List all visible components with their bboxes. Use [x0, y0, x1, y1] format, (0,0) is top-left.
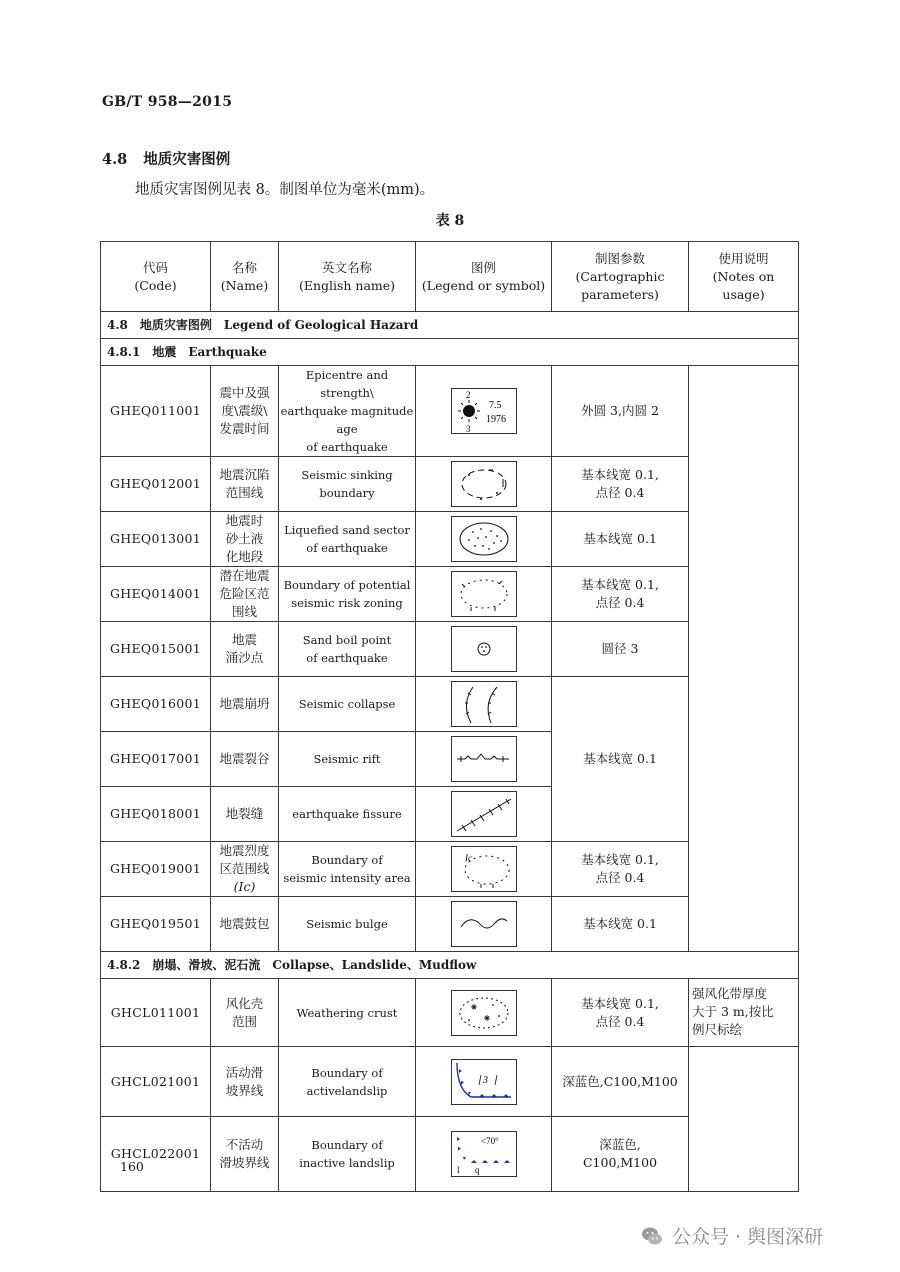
svg-text:2: 2	[465, 390, 470, 400]
legend-table	[100, 241, 799, 1192]
standard-code: GB/T 958—2015	[102, 94, 233, 110]
table-row: GHEQ017001 地震裂谷 Seismic rift	[101, 732, 799, 787]
epicentre-symbol	[451, 388, 517, 434]
table-row: GHEQ015001 地震 涌沙点 Sand boil point of earthquake 圆径 3	[101, 622, 799, 677]
table-title: 表 8	[435, 213, 465, 229]
merged-params: 基本线宽 0.1	[552, 677, 689, 842]
header-name: 名称 (Name)	[211, 242, 279, 312]
notes-empty-earthquake	[689, 366, 799, 952]
svg-text:<70°: <70°	[480, 1136, 499, 1146]
table-row: GHCL011001 风化壳 范围 Weathering crust 基本线宽 0.1, 点径 0.4 强风化带厚度 大于 3 m,按比 例尺标绘	[101, 979, 799, 1047]
seismic-bulge-symbol	[451, 901, 517, 947]
table-row: GHEQ019001 地震烈度 区范围线 (Ic) Boundary of seismic intensity area Ic 基本线宽 0.1, 点径 0.4	[101, 842, 799, 897]
header-notes: 使用说明 (Notes on usage)	[689, 242, 799, 312]
section-intro: 地质灾害图例见表 8。制图单位为毫米(mm)。	[135, 182, 435, 198]
intensity-boundary-symbol	[451, 846, 517, 892]
table-row: GHEQ018001 地裂缝 earthquake fissure	[101, 787, 799, 842]
potential-risk-symbol	[451, 571, 517, 617]
seismic-rift-symbol	[451, 736, 517, 782]
table-row: GHEQ014001 潜在地震 危险区范 围线 Boundary of potential seismic risk zoning 基本线宽 0.1, 点径 0.4	[101, 567, 799, 622]
header-code: 代码 (Code)	[101, 242, 211, 312]
section-heading	[102, 148, 230, 169]
header-english-name: 英文名称 (English name)	[279, 242, 416, 312]
watermark	[640, 1222, 823, 1249]
table-row: GHEQ016001 地震崩坍 Seismic collapse 基本线宽 0.1	[101, 677, 799, 732]
earthquake-fissure-symbol	[451, 791, 517, 837]
sinking-boundary-symbol	[451, 461, 517, 507]
active-landslip-symbol	[451, 1059, 517, 1105]
sand-boil-symbol	[451, 626, 517, 672]
page-number: 160	[120, 1159, 144, 1174]
table-row: GHEQ019501 地震鼓包 Seismic bulge 基本线宽 0.1	[101, 897, 799, 952]
liquefied-sand-symbol	[451, 516, 517, 562]
section-title: 地质灾害图例	[143, 151, 231, 168]
table-row: GHCL021001 活动滑 坡界线 Boundary of activelandslip 3 深蓝色,C100,M100	[101, 1047, 799, 1117]
svg-text:Ic: Ic	[464, 853, 472, 863]
svg-text:q: q	[474, 1165, 479, 1175]
svg-text:3: 3	[482, 1074, 488, 1086]
section-row-earthquake: 4.8.1 地震 Earthquake	[101, 339, 799, 366]
notes-empty-landslip	[689, 1047, 799, 1192]
wechat-icon	[640, 1224, 664, 1248]
svg-text:3: 3	[465, 424, 470, 434]
watermark-text: 公众号 · 舆图深研	[672, 1226, 824, 1248]
section-number: 4.8	[102, 151, 128, 168]
header-legend: 图例 (Legend or symbol)	[416, 242, 552, 312]
table-header-row	[101, 242, 799, 312]
seismic-collapse-symbol	[451, 681, 517, 727]
inactive-landslip-symbol	[451, 1131, 517, 1177]
table-row: GHEQ011001 震中及强 度\震级\ 发震时间 Epicentre and strength\ earthquake magnitude age of earthquake 2 3 7.5 1976 外圆 3,内圆 2	[101, 366, 799, 457]
weathering-crust-symbol	[451, 990, 517, 1036]
section-row-main: 4.8 地质灾害图例 Legend of Geological Hazard	[101, 312, 799, 339]
header-params: 制图参数 (Cartographic parameters)	[552, 242, 689, 312]
svg-text:l: l	[456, 1165, 460, 1175]
table-row: GHCL022001 不活动 滑坡界线 Boundary of inactive landslip <70° l q 深蓝色, C100,M100	[101, 1117, 799, 1192]
section-row-collapse: 4.8.2 崩塌、滑坡、泥石流 Collapse、Landslide、Mudflow	[101, 952, 799, 979]
table-row: GHEQ012001 地震沉陷 范围线 Seismic sinking boundary 基本线宽 0.1, 点径 0.4	[101, 457, 799, 512]
svg-text:7.5: 7.5	[488, 400, 501, 411]
table-row: GHEQ013001 地震时 砂土液 化地段 Liquefied sand sector of earthquake 基本线宽 0.1	[101, 512, 799, 567]
svg-text:1976: 1976	[485, 414, 506, 425]
